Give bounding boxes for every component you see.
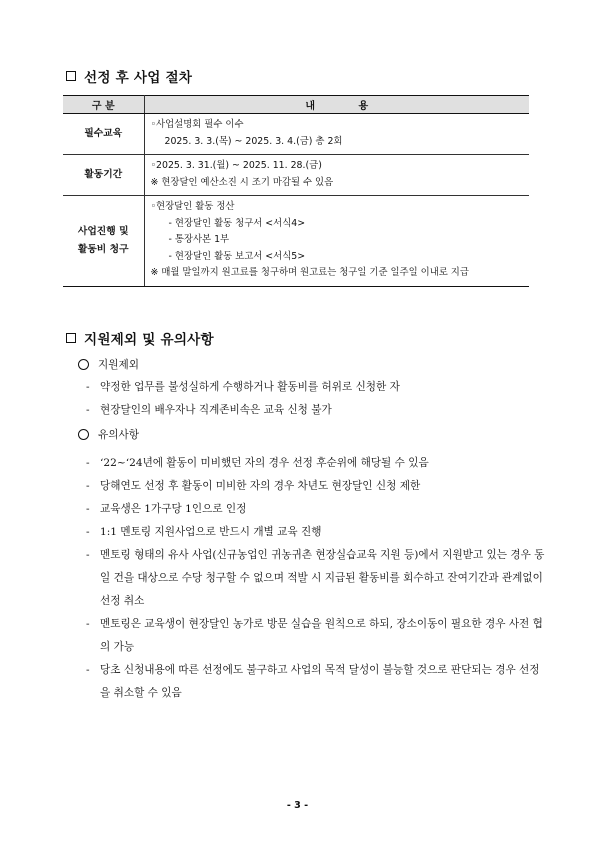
row-content: ◦사업설명회 필수 이수 2025. 3. 3.(목) ~ 2025. 3. 4.(금) 총 2회 — [144, 114, 529, 155]
list-item: - ‘22~‘24년에 활동이 미비했던 자의 경우 선정 후순위에 해당될 수 있음 — [86, 457, 429, 469]
column-header-category: 구 분 — [63, 96, 144, 114]
exclusion-list — [76, 376, 546, 422]
table-header-row — [63, 96, 529, 114]
list-item: - 교육생은 1가구당 1인으로 인정 — [86, 503, 247, 515]
subsection-heading-notes: 유의사항 — [76, 422, 546, 446]
list-item: - 현장달인의 배우자나 직계존비속은 교육 신청 불가 — [86, 404, 332, 416]
column-header-content: 내 용 — [144, 96, 529, 114]
list-item: - 당초 신청내용에 따른 선정에도 불구하고 사업의 목적 달성이 불능할 것으로 판단되는 경우 선정을 취소할 수 있음 — [86, 664, 540, 699]
list-item: - 멘토링 형태의 유사 사업(신규농업인 귀농귀촌 현장실습교육 지원 등)에서 지원받고 있는 경우 동일 건을 대상으로 수당 청구할 수 없으며 적발 시 지급된 활동비를 회수하고 잔여기간과 관계없이 선정 취소 — [86, 549, 545, 607]
circle-bullet-icon — [78, 359, 89, 370]
section-title: 선정 후 사업 절차 — [84, 70, 193, 86]
notes-list — [76, 452, 546, 705]
list-item: - 멘토링은 교육생이 현장달인 농가로 방문 실습을 원칙으로 하되, 장소이동이 필요한 경우 사전 협의 가능 — [86, 618, 543, 653]
circle-bullet-icon — [78, 429, 89, 440]
table-row-claim — [63, 196, 529, 287]
list-item: - 당해연도 선정 후 활동이 미비한 자의 경우 차년도 현장달인 신청 제한 — [86, 480, 421, 492]
row-content: ◦2025. 3. 31.(월) ~ 2025. 11. 28.(금) ※ 현장달인 예산소진 시 조기 마감될 수 있음 — [144, 155, 529, 196]
section-heading-procedure — [66, 66, 192, 86]
section-heading-exclusions — [66, 328, 214, 348]
subsection-heading-exclusion: 지원제외 — [76, 352, 546, 376]
row-label: 필수교육 — [63, 114, 144, 155]
section-title: 지원제외 및 유의사항 — [84, 332, 214, 348]
table-row-education — [63, 114, 529, 155]
row-label: 사업진행 및 활동비 청구 — [63, 196, 144, 287]
row-content: ◦현장달인 활동 정산 - 현장달인 활동 청구서 <서식4> - 통장사본 1부 - 현장달인 활동 보고서 <서식5> ※ 매월 말일까지 원고료를 청구하며 원고료는 청구일 기준 일주일 이내로 지급 — [144, 196, 529, 287]
row-label: 활동기간 — [63, 155, 144, 196]
page-number: - 3 - — [286, 800, 309, 811]
list-item: - 약정한 업무를 불성실하게 수행하거나 활동비를 허위로 신청한 자 — [86, 381, 400, 393]
list-item: - 1:1 멘토링 지원사업으로 반드시 개별 교육 진행 — [86, 526, 322, 538]
table-row-period — [63, 155, 529, 196]
procedure-table — [63, 95, 529, 287]
square-bullet-icon — [66, 71, 76, 81]
notes-section — [76, 352, 546, 705]
square-bullet-icon — [66, 333, 76, 343]
